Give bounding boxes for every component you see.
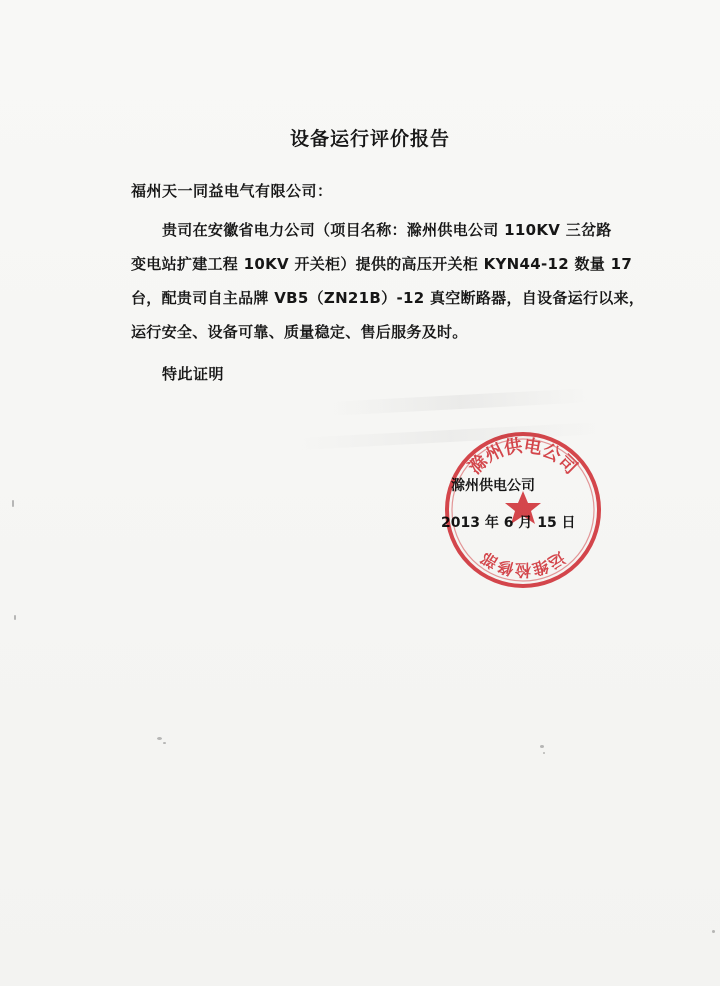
body-line-3: 台，配贵司自主品牌 VB5（ZN21B）-12 真空断路器，自设备运行以来， bbox=[131, 289, 645, 307]
scan-speck bbox=[540, 745, 544, 748]
scan-speck bbox=[12, 500, 14, 507]
seal-top-text: 滁州供电公司 bbox=[464, 435, 582, 479]
recipient-line: 福州天一同益电气有限公司： bbox=[131, 182, 333, 200]
scan-speck bbox=[14, 615, 16, 620]
scan-speck bbox=[712, 930, 715, 933]
bleed-through-mark bbox=[330, 388, 590, 416]
document-title: 设备运行评价报告 bbox=[289, 128, 450, 150]
body-line-1: 贵司在安徽省电力公司（项目名称：滁州供电公司 110KV 三岔路 bbox=[162, 221, 612, 239]
seal-bottom-text: 运维检修部 bbox=[477, 548, 569, 580]
body-line-2: 变电站扩建工程 10KV 开关柜）提供的高压开关柜 KYN44-12 数量 17 bbox=[131, 255, 633, 273]
official-seal-stamp bbox=[438, 425, 608, 595]
body-paragraph bbox=[131, 213, 645, 349]
scan-speck bbox=[157, 737, 162, 740]
signature-date: 2013 年 6 月 15 日 bbox=[441, 515, 576, 531]
seal-star-icon bbox=[505, 491, 541, 524]
scan-speck bbox=[163, 742, 166, 744]
scan-speck bbox=[543, 752, 545, 754]
closing-phrase: 特此证明 bbox=[162, 365, 225, 383]
body-line-4: 运行安全、设备可靠、质量稳定、售后服务及时。 bbox=[131, 323, 468, 341]
signer-name: 滁州供电公司 bbox=[451, 478, 535, 494]
